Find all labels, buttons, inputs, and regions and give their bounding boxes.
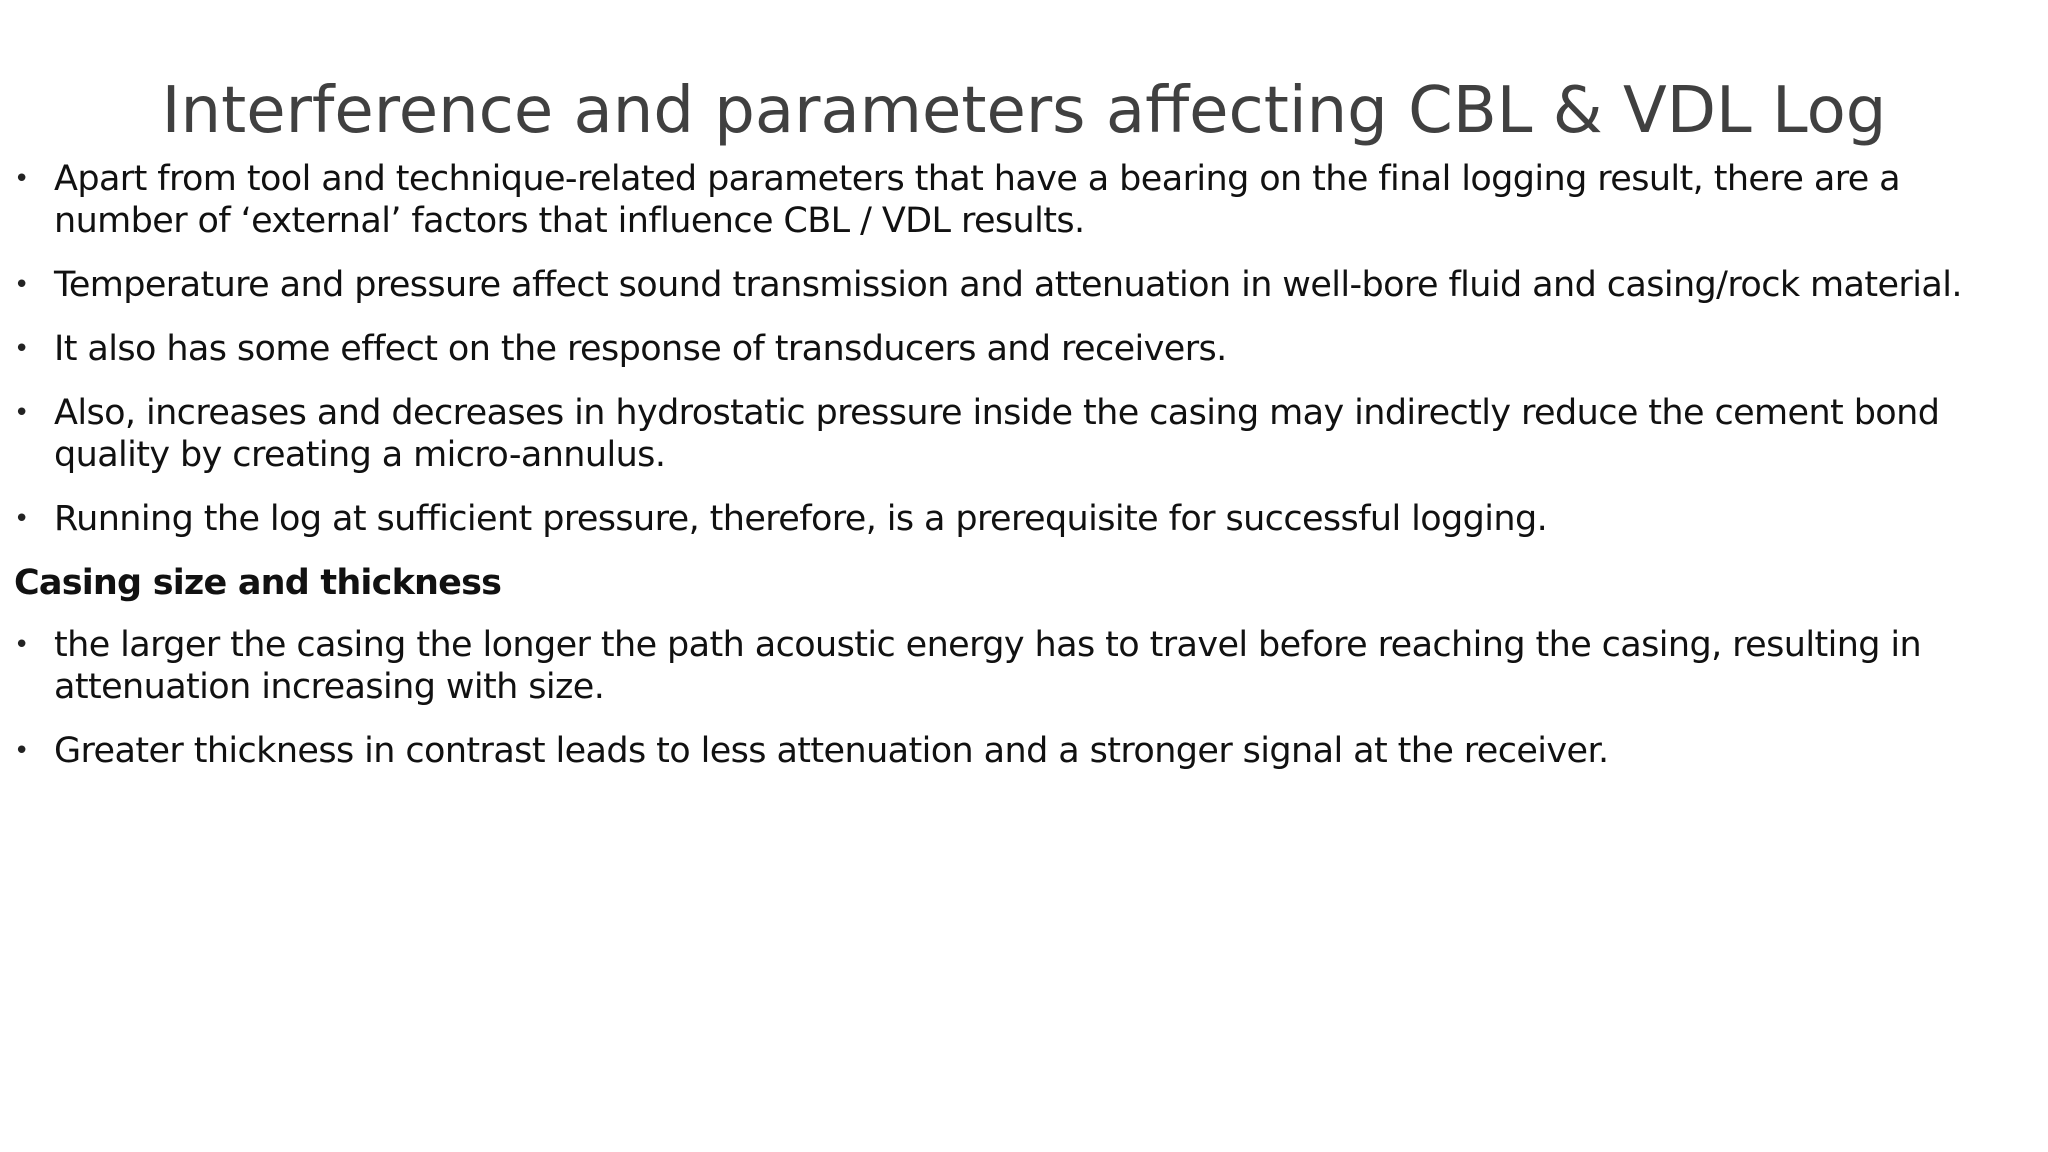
bullet-icon: • — [14, 164, 29, 194]
bullet-icon: • — [14, 736, 29, 766]
bullet-text: Apart from tool and technique-related parameters that have a bearing on the final logging result, there are a number of ‘external’ factors that influence CBL / VDL results. — [54, 159, 1901, 241]
bullet-item — [14, 498, 2042, 540]
bullet-text: Temperature and pressure affect sound transmission and attenuation in well-bore fluid and casing/rock material. — [54, 265, 1962, 305]
bullet-item — [14, 392, 2042, 476]
slide-title: Interference and parameters affecting CBL & VDL Log — [161, 74, 1887, 148]
bullet-icon: • — [14, 334, 29, 364]
section-heading: Casing size and thickness — [14, 563, 502, 603]
bullet-item — [14, 730, 2042, 772]
bullet-icon: • — [14, 398, 29, 428]
bullet-item — [14, 328, 2042, 370]
bullet-text: Also, increases and decreases in hydrostatic pressure inside the casing may indirectly reduce the cement bond quality by creating a micro-annulus. — [54, 393, 1940, 475]
bullet-icon: • — [14, 504, 29, 534]
bullet-item — [14, 264, 2042, 306]
bullet-icon: • — [14, 630, 29, 660]
bullet-text: the larger the casing the longer the path acoustic energy has to travel before reaching the casing, resulting in attenuation increasing with size. — [54, 625, 1922, 707]
bullet-text: Running the log at sufficient pressure, therefore, is a prerequisite for successful logging. — [54, 499, 1548, 539]
slide-content — [14, 158, 2042, 794]
bullet-item — [14, 158, 2042, 242]
bullet-text: Greater thickness in contrast leads to less attenuation and a stronger signal at the receiver. — [54, 731, 1609, 771]
bullet-item — [14, 624, 2042, 708]
bullet-icon: • — [14, 270, 29, 300]
bullet-text: It also has some effect on the response of transducers and receivers. — [54, 329, 1227, 369]
